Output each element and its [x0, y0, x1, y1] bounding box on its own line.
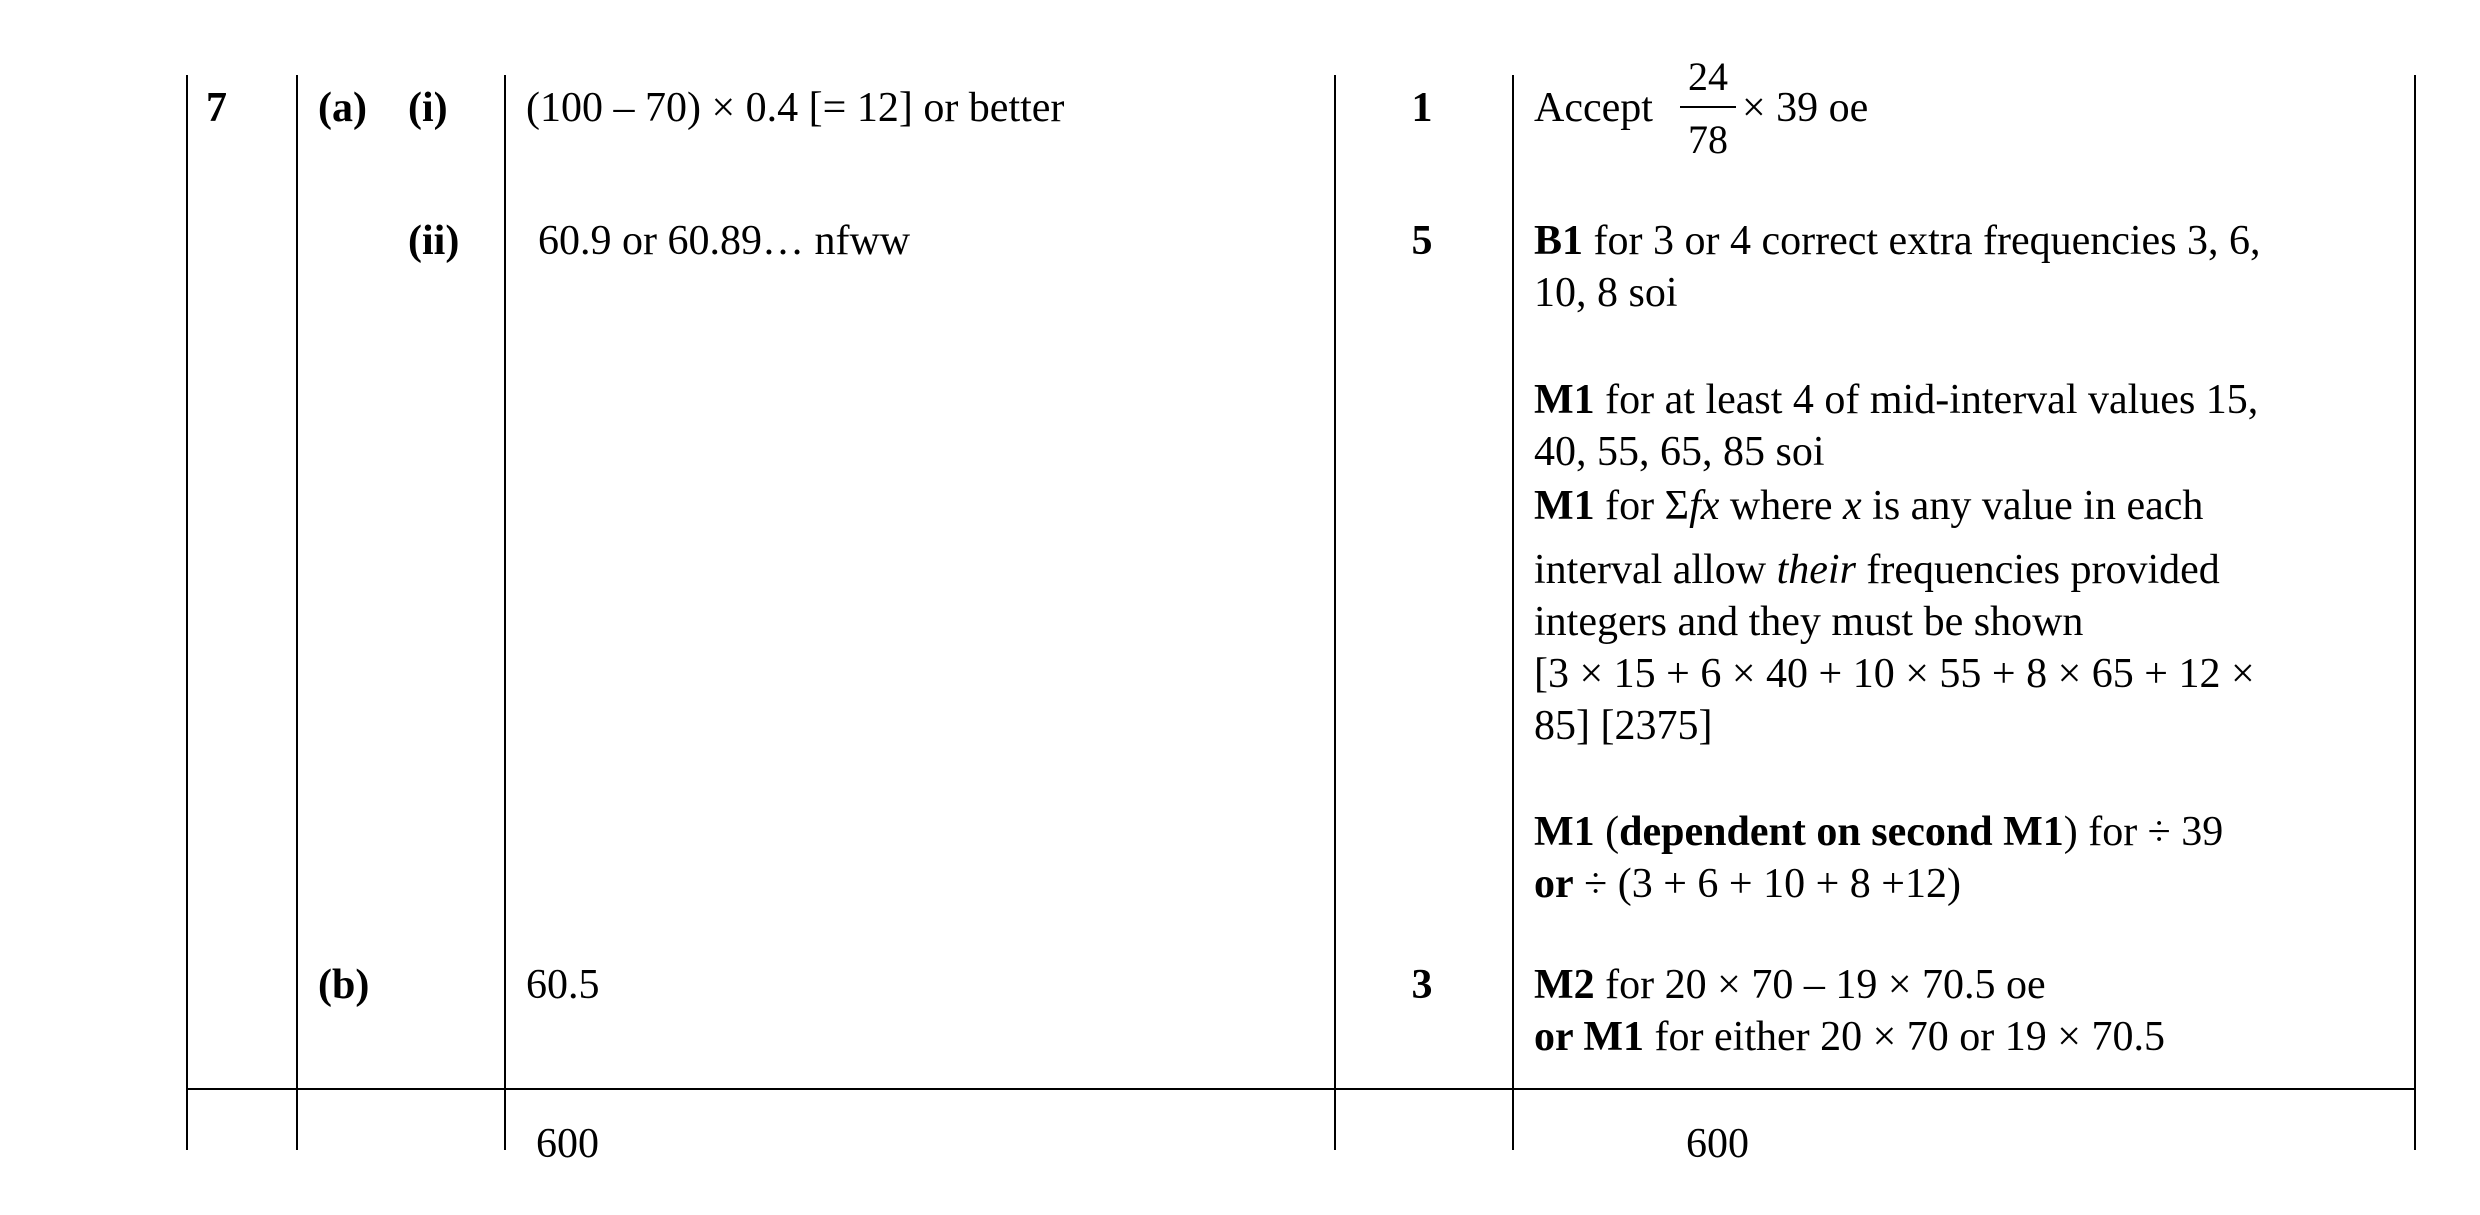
table-border-right: [2414, 75, 2416, 1150]
answer-b: 60.5: [526, 962, 600, 1008]
guidance-b-line2: or M1 for either 20 × 70 or 19 × 70.5: [1534, 1014, 2165, 1060]
guidance-m1b-line2: interval allow their frequencies provided: [1534, 547, 2220, 593]
guidance-m1b-line5: 85] [2375]: [1534, 703, 1713, 749]
next-row-answer-fragment: 600: [536, 1121, 599, 1167]
guidance-a-i-prefix: Accept: [1534, 85, 1653, 131]
guidance-b1-line1: B1 for 3 or 4 correct extra frequencies 3, 6,: [1534, 218, 2261, 264]
table-divider-part: [504, 75, 506, 1150]
next-row-guidance-clip: [1680, 1118, 1800, 1167]
mark-a-i: 1: [1411, 85, 1433, 131]
table-divider-answer: [1334, 75, 1336, 1150]
subpart-label-i: (i): [408, 85, 448, 131]
table-divider-question: [296, 75, 298, 1150]
guidance-m1a-line2: 40, 55, 65, 85 soi: [1534, 429, 1825, 475]
fraction-denominator: 78: [1688, 117, 1728, 162]
answer-a-ii: 60.9 or 60.89… nfww: [538, 218, 911, 264]
guidance-b-line1: M2 for 20 × 70 – 19 × 70.5 oe: [1534, 962, 2046, 1008]
guidance-m1b-line4: [3 × 15 + 6 × 40 + 10 × 55 + 8 × 65 + 12 ×: [1534, 651, 2255, 697]
guidance-m1a-line1: M1 for at least 4 of mid-interval values 15,: [1534, 377, 2259, 423]
guidance-m1b-line3: integers and they must be shown: [1534, 599, 2084, 645]
mark-b: 3: [1411, 962, 1433, 1008]
row-separator: [186, 1088, 2416, 1090]
guidance-b1-line2: 10, 8 soi: [1534, 270, 1678, 316]
guidance-m1c-line2: or ÷ (3 + 6 + 10 + 8 +12): [1534, 861, 1961, 907]
table-divider-mark: [1512, 75, 1514, 1150]
fraction-numerator: 24: [1688, 54, 1728, 99]
fraction-bar: [1680, 106, 1736, 108]
part-label-a: (a): [318, 85, 367, 131]
question-number: 7: [206, 85, 227, 131]
guidance-m1c-line1: M1 (dependent on second M1) for ÷ 39: [1534, 809, 2224, 855]
guidance-a-i-suffix: × 39 oe: [1742, 85, 1869, 131]
next-row-answer-clip: [530, 1118, 650, 1167]
guidance-m1b-line1: M1 for Σfx where x is any value in each: [1534, 483, 2204, 529]
mark-a-ii: 5: [1411, 218, 1433, 264]
part-label-b: (b): [318, 962, 370, 1008]
table-border-left: [186, 75, 188, 1150]
subpart-label-ii: (ii): [408, 218, 460, 264]
answer-a-i: (100 – 70) × 0.4 [= 12] or better: [526, 85, 1065, 131]
fraction-numerator-clip: [1680, 54, 1736, 99]
next-row-guidance-fragment: 600: [1686, 1121, 1749, 1167]
